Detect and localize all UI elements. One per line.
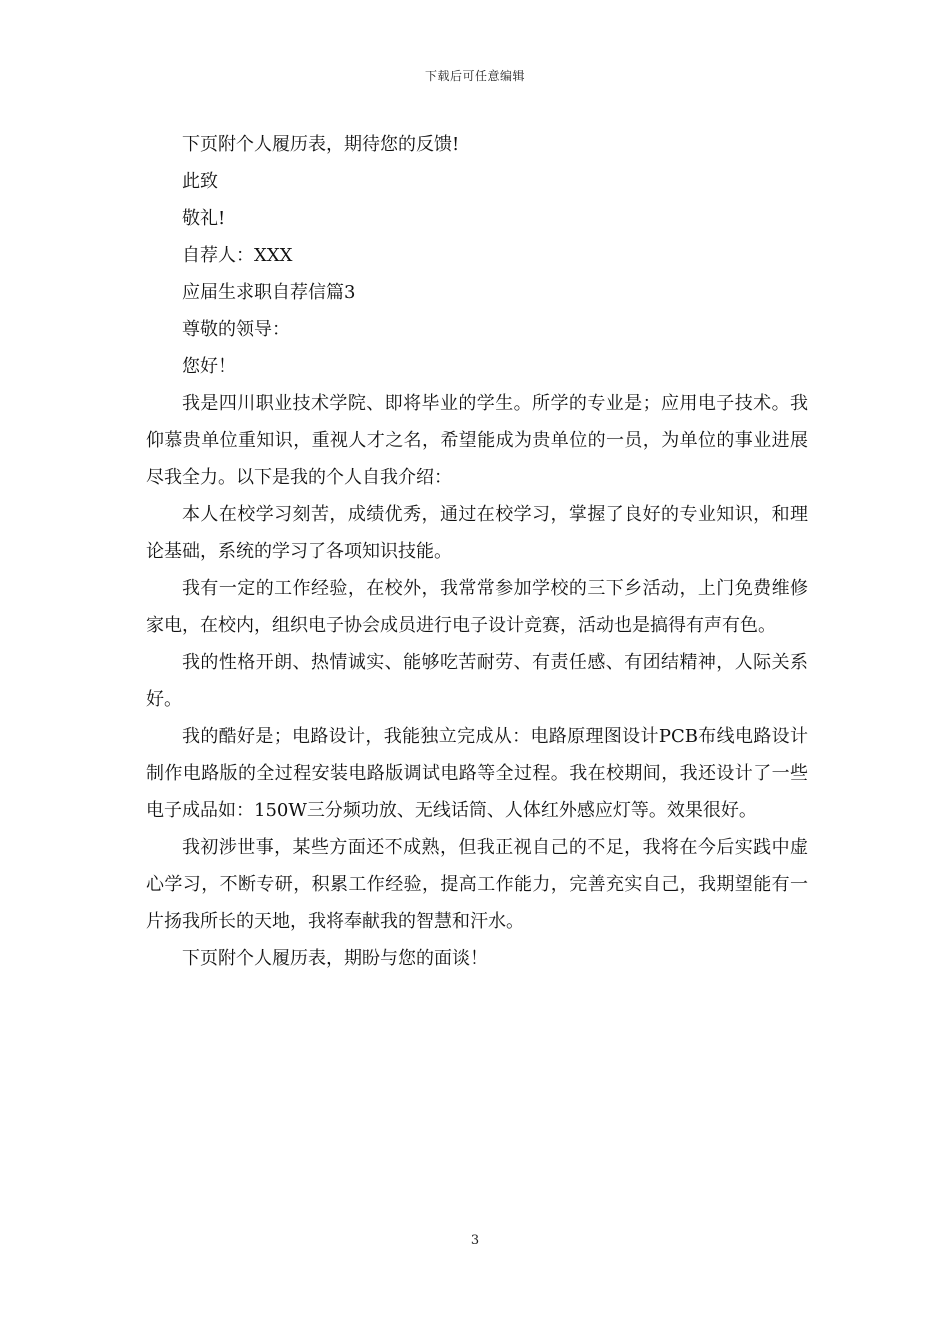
- page-number: 3: [470, 1233, 480, 1248]
- salutation-jingli: 敬礼!: [182, 208, 226, 229]
- salutation-cizhi: 此致: [182, 171, 218, 192]
- closing-line: 下页附个人履历表，期待您的反馈!: [182, 134, 460, 155]
- page-header: 下载后可任意编辑: [424, 69, 525, 83]
- paragraph-aspiration: 我初涉世事，某些方面还不成熟，但我正视自己的不足，我将在今后实践中虚心学习，不断专研，积累工作经验，提高工作能力，完善充实自己，我期望能有一片扬我所长的天地，我将奉献我的智慧和汗水。: [146, 837, 808, 932]
- paragraph-introduction: 我是四川职业技术学院、即将毕业的学生。所学的专业是；应用电子技术。我仰慕贵单位重知识，重视人才之名，希望能成为贵单位的一员，为单位的事业进展尽我全力。以下是我的个人自我介绍：: [146, 393, 808, 488]
- greeting-hello: 您好！: [182, 356, 236, 377]
- paragraph-closing: 下页附个人履历表，期盼与您的面谈！: [182, 948, 488, 969]
- paragraph-personality: 我的性格开朗、热情诚实、能够吃苦耐劳、有责任感、有团结精神，人际关系好。: [146, 652, 808, 710]
- paragraph-study: 本人在校学习刻苦，成绩优秀，通过在校学习，掌握了良好的专业知识，和理论基础，系统的学习了各项知识技能。: [146, 504, 808, 562]
- greeting-recipient: 尊敬的领导：: [182, 319, 290, 340]
- paragraph-experience: 我有一定的工作经验，在校外，我常常参加学校的三下乡活动，上门免费维修家电，在校内，组织电子协会成员进行电子设计竞赛，活动也是搞得有声有色。: [146, 578, 808, 636]
- letter-body: [146, 126, 808, 977]
- signature-line: 自荐人：XXX: [182, 245, 293, 266]
- paragraph-hobby: 我的酷好是；电路设计，我能独立完成从：电路原理图设计PCB布线电路设计制作电路版的全过程安装电路版调试电路等全过程。我在校期间，我还设计了一些电子成品如：150W三分频功放、无线话筒、人体红外感应灯等。效果很好。: [146, 726, 808, 821]
- section-title: 应届生求职自荐信篇3: [182, 282, 356, 303]
